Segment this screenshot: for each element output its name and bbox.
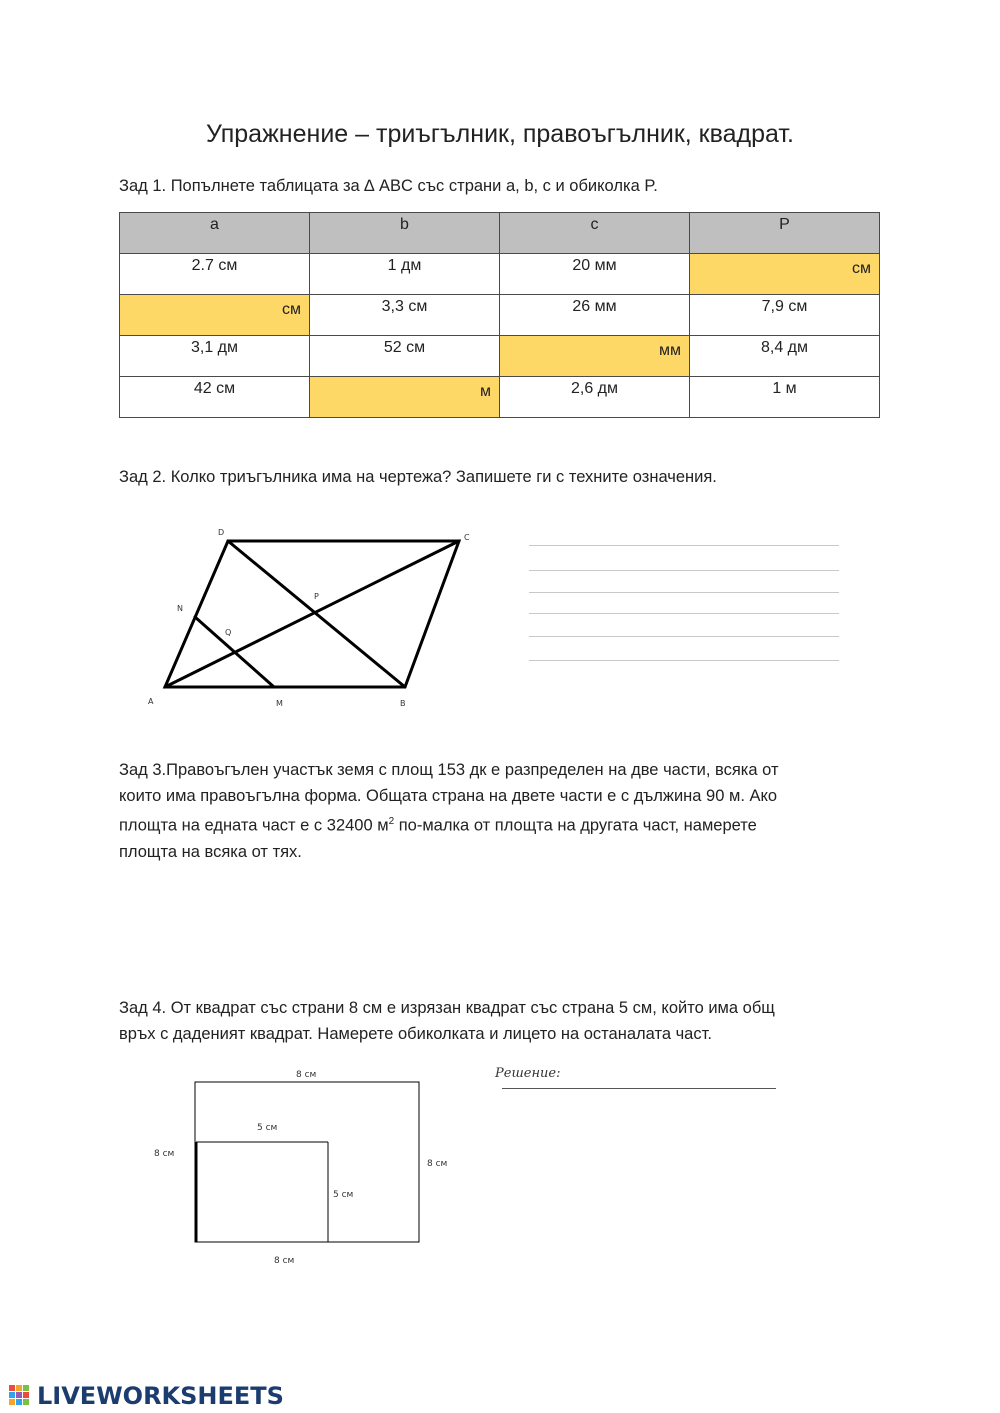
task3-line: площта на всяка от тях. xyxy=(119,842,302,861)
task1-table xyxy=(119,212,880,418)
header-b: b xyxy=(310,213,500,254)
task1-text: Зад 1. Попълнете таблицата за ∆ ABC със страни a, b, c и обиколка P. xyxy=(119,177,658,195)
header-a: a xyxy=(120,213,310,254)
answer-cell[interactable]: см xyxy=(690,254,880,295)
answer-cell[interactable]: мм xyxy=(500,336,690,377)
point-label-m: M xyxy=(276,699,283,708)
answer-line[interactable] xyxy=(529,592,839,593)
logo-icon xyxy=(8,1384,34,1410)
segment-nm xyxy=(195,617,274,687)
cell-b: 1 дм xyxy=(310,254,500,295)
outer-left-label: 8 см xyxy=(154,1149,175,1159)
task4-text xyxy=(119,995,899,1047)
cell-p: 1 м xyxy=(690,377,880,418)
point-label-d: D xyxy=(218,528,225,537)
cell-c: 2,6 дм xyxy=(500,377,690,418)
header-p: P xyxy=(690,213,880,254)
logo-text: LIVEWORKSHEETS xyxy=(37,1382,284,1410)
outer-top-label: 8 см xyxy=(296,1070,317,1080)
answer-line[interactable] xyxy=(529,636,839,637)
table-row xyxy=(120,254,880,295)
answer-cell[interactable]: см xyxy=(120,295,310,336)
point-label-b: B xyxy=(400,699,406,708)
task3-line xyxy=(119,809,899,839)
table-row xyxy=(120,336,880,377)
answer-line[interactable] xyxy=(529,660,839,661)
point-label-a: A xyxy=(148,697,154,706)
cell-c: 26 мм xyxy=(500,295,690,336)
task2-text: Зад 2. Колко триъгълника има на чертежа? Запишете ги с техните означения. xyxy=(119,468,717,486)
page-title: Упражнение – триъгълник, правоъгълник, квадрат. xyxy=(205,120,794,148)
cell-b: 52 см xyxy=(310,336,500,377)
inner-right-label: 5 см xyxy=(333,1190,354,1200)
inner-top-label: 5 см xyxy=(257,1123,278,1133)
point-label-c: C xyxy=(464,533,470,542)
header-c: c xyxy=(500,213,690,254)
solution-label: Решение: xyxy=(495,1066,561,1081)
diagonal-ac xyxy=(165,541,459,687)
point-label-n: N xyxy=(177,604,183,613)
square-diagram xyxy=(140,1060,470,1275)
point-label-q: Q xyxy=(225,628,232,637)
cell-p: 7,9 см xyxy=(690,295,880,336)
cell-a: 42 см xyxy=(120,377,310,418)
task3-line-part: по-малка от площта на другата част, намерете xyxy=(394,816,757,835)
answer-line[interactable] xyxy=(529,613,839,614)
parallelogram-diagram xyxy=(140,520,480,720)
point-label-p: P xyxy=(314,592,319,601)
cell-b: 3,3 см xyxy=(310,295,500,336)
answer-line[interactable] xyxy=(529,545,839,546)
cell-a: 2.7 см xyxy=(120,254,310,295)
table-header-row xyxy=(120,213,880,254)
task3-line: Зад 3.Правоъгълен участък земя с площ 153 дк е разпределен на две части, всяка от xyxy=(119,761,779,779)
superscript: 2 xyxy=(388,816,395,827)
solution-line[interactable] xyxy=(502,1088,776,1089)
task4-line: връх с даденият квадрат. Намерете обиколката и лицето на останалата част. xyxy=(119,1025,712,1043)
cell-a: 3,1 дм xyxy=(120,336,310,377)
table-row xyxy=(120,377,880,418)
task3-line: които има правоъгълна форма. Общата страна на двете части е с дължина 90 м. Ако xyxy=(119,787,778,805)
task3-line-part: площта на едната част е с 32400 м xyxy=(119,816,389,835)
outer-bottom-label: 8 см xyxy=(274,1256,295,1266)
answer-cell[interactable]: м xyxy=(310,377,500,418)
task3-text xyxy=(119,757,899,865)
outer-square xyxy=(195,1082,419,1242)
diagonal-bd xyxy=(228,541,405,687)
answer-line[interactable] xyxy=(529,570,839,571)
cell-c: 20 мм xyxy=(500,254,690,295)
cell-p: 8,4 дм xyxy=(690,336,880,377)
outer-right-label: 8 см xyxy=(427,1159,448,1169)
task4-line: Зад 4. От квадрат със страни 8 см е изрязан квадрат със страна 5 см, който има общ xyxy=(119,999,775,1017)
table-row xyxy=(120,295,880,336)
